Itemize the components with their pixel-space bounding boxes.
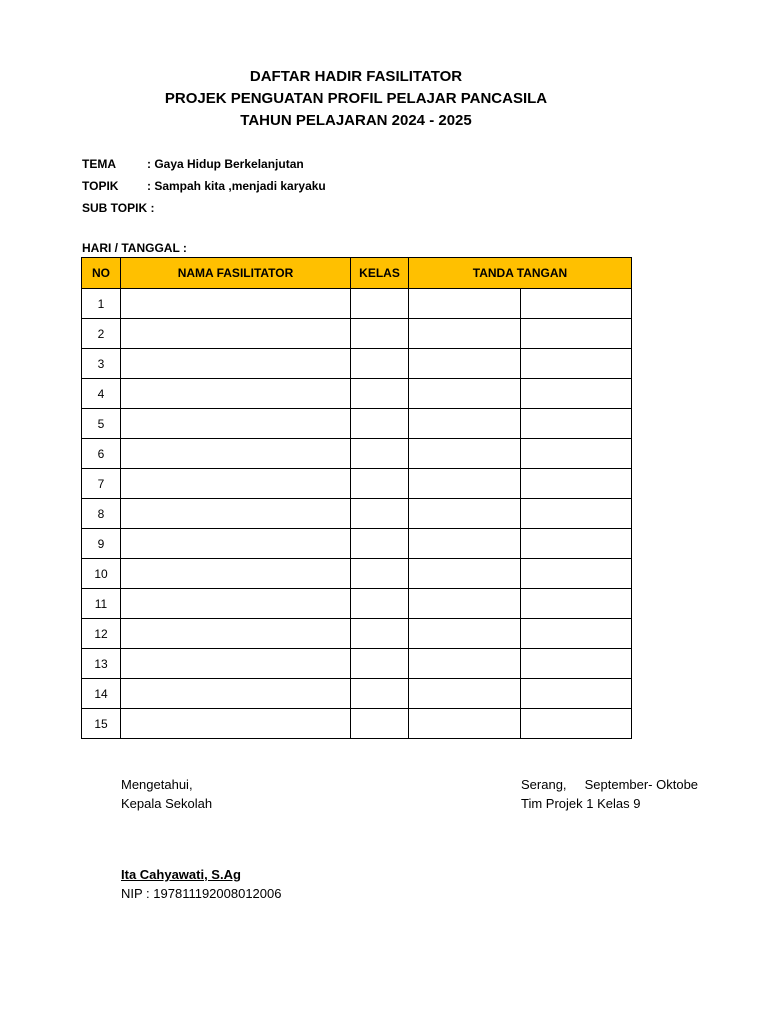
tema-label: TEMA — [82, 157, 116, 171]
kelas-cell[interactable] — [351, 319, 409, 349]
kelas-cell[interactable] — [351, 499, 409, 529]
table-row — [82, 709, 632, 739]
tanda-tangan-cell[interactable] — [409, 439, 521, 469]
hari-tanggal-label: HARI / TANGGAL : — [82, 241, 187, 255]
title-line-3: TAHUN PELAJARAN 2024 - 2025 — [240, 112, 472, 129]
row-number: 9 — [82, 529, 121, 559]
tanda-tangan-cell[interactable] — [521, 349, 632, 379]
row-number: 2 — [82, 319, 121, 349]
nama-cell[interactable] — [121, 349, 351, 379]
row-number: 14 — [82, 679, 121, 709]
tanda-tangan-cell[interactable] — [409, 589, 521, 619]
tim-projek-label: Tim Projek 1 Kelas 9 — [521, 796, 641, 811]
table-row — [82, 319, 632, 349]
tanda-tangan-cell[interactable] — [409, 679, 521, 709]
document-title — [0, 66, 712, 132]
table-row — [82, 559, 632, 589]
topik-row — [82, 179, 326, 193]
nama-cell[interactable] — [121, 589, 351, 619]
tanda-tangan-cell[interactable] — [409, 649, 521, 679]
kelas-cell[interactable] — [351, 619, 409, 649]
table-row — [82, 619, 632, 649]
nama-cell[interactable] — [121, 469, 351, 499]
table-row — [82, 379, 632, 409]
tanda-tangan-cell[interactable] — [521, 319, 632, 349]
row-number: 13 — [82, 649, 121, 679]
tanda-tangan-cell[interactable] — [521, 559, 632, 589]
kepala-sekolah-label: Kepala Sekolah — [121, 796, 213, 811]
row-number: 12 — [82, 619, 121, 649]
tanda-tangan-cell[interactable] — [521, 529, 632, 559]
tanda-tangan-cell[interactable] — [409, 349, 521, 379]
kelas-cell[interactable] — [351, 529, 409, 559]
kelas-cell[interactable] — [351, 289, 409, 319]
topik-label: TOPIK — [82, 179, 119, 193]
row-number: 4 — [82, 379, 121, 409]
table-row — [82, 439, 632, 469]
row-number: 10 — [82, 559, 121, 589]
title-line-1: DAFTAR HADIR FASILITATOR — [249, 68, 463, 85]
place-date-label: Serang, September- Oktobe — [521, 777, 699, 792]
table-row — [82, 499, 632, 529]
kelas-cell[interactable] — [351, 649, 409, 679]
tanda-tangan-cell[interactable] — [521, 469, 632, 499]
kelas-cell[interactable] — [351, 679, 409, 709]
nama-cell[interactable] — [121, 409, 351, 439]
nama-cell[interactable] — [121, 439, 351, 469]
tanda-tangan-cell[interactable] — [521, 379, 632, 409]
tema-row — [82, 157, 304, 171]
tanda-tangan-cell[interactable] — [521, 649, 632, 679]
kelas-cell[interactable] — [351, 559, 409, 589]
subtopik-row — [82, 201, 154, 215]
tanda-tangan-cell[interactable] — [521, 679, 632, 709]
tanda-tangan-cell[interactable] — [409, 559, 521, 589]
tanda-tangan-cell[interactable] — [521, 589, 632, 619]
tanda-tangan-cell[interactable] — [409, 499, 521, 529]
table-header-row — [82, 258, 632, 289]
nama-cell[interactable] — [121, 679, 351, 709]
tanda-tangan-cell[interactable] — [409, 469, 521, 499]
nama-cell[interactable] — [121, 319, 351, 349]
tanda-tangan-cell[interactable] — [409, 409, 521, 439]
nama-cell[interactable] — [121, 619, 351, 649]
nama-cell[interactable] — [121, 709, 351, 739]
row-number: 3 — [82, 349, 121, 379]
table-row — [82, 469, 632, 499]
attendance-table — [81, 257, 632, 739]
kelas-cell[interactable] — [351, 379, 409, 409]
signer-name: Ita Cahyawati, S.Ag — [121, 867, 241, 882]
tanda-tangan-cell[interactable] — [409, 709, 521, 739]
table-row — [82, 589, 632, 619]
kelas-cell[interactable] — [351, 709, 409, 739]
topik-value: : Sampah kita ,menjadi karyaku — [147, 179, 326, 193]
nama-cell[interactable] — [121, 499, 351, 529]
row-number: 5 — [82, 409, 121, 439]
table-row — [82, 649, 632, 679]
row-number: 8 — [82, 499, 121, 529]
nama-cell[interactable] — [121, 379, 351, 409]
header-nama-fasilitator: NAMA FASILITATOR — [121, 258, 351, 289]
nama-cell[interactable] — [121, 649, 351, 679]
row-number: 11 — [82, 589, 121, 619]
nama-cell[interactable] — [121, 529, 351, 559]
title-line-2: PROJEK PENGUATAN PROFIL PELAJAR PANCASILA — [164, 90, 548, 107]
signer-nip: NIP : 197811192008012006 — [121, 886, 282, 901]
tanda-tangan-cell[interactable] — [409, 619, 521, 649]
row-number: 1 — [82, 289, 121, 319]
table-row — [82, 289, 632, 319]
row-number: 7 — [82, 469, 121, 499]
tanda-tangan-cell[interactable] — [521, 619, 632, 649]
nama-cell[interactable] — [121, 559, 351, 589]
row-number: 6 — [82, 439, 121, 469]
tanda-tangan-cell[interactable] — [409, 379, 521, 409]
tanda-tangan-cell[interactable] — [521, 709, 632, 739]
header-tanda-tangan: TANDA TANGAN — [409, 258, 632, 289]
tanda-tangan-cell[interactable] — [521, 439, 632, 469]
tanda-tangan-cell[interactable] — [521, 499, 632, 529]
row-number: 15 — [82, 709, 121, 739]
header-no: NO — [82, 258, 121, 289]
table-row — [82, 409, 632, 439]
table-row — [82, 679, 632, 709]
tanda-tangan-cell[interactable] — [521, 289, 632, 319]
tanda-tangan-cell[interactable] — [409, 319, 521, 349]
kelas-cell[interactable] — [351, 589, 409, 619]
hari-tanggal-row — [82, 241, 187, 255]
table-row — [82, 349, 632, 379]
tanda-tangan-cell[interactable] — [521, 409, 632, 439]
tema-value: : Gaya Hidup Berkelanjutan — [147, 157, 304, 171]
kelas-cell[interactable] — [351, 349, 409, 379]
kelas-cell[interactable] — [351, 439, 409, 469]
tanda-tangan-cell[interactable] — [409, 529, 521, 559]
mengetahui-label: Mengetahui, — [121, 777, 193, 792]
kelas-cell[interactable] — [351, 469, 409, 499]
table-row — [82, 529, 632, 559]
tanda-tangan-cell[interactable] — [409, 289, 521, 319]
subtopik-label: SUB TOPIK : — [82, 201, 155, 215]
kelas-cell[interactable] — [351, 409, 409, 439]
nama-cell[interactable] — [121, 289, 351, 319]
header-kelas: KELAS — [351, 258, 409, 289]
